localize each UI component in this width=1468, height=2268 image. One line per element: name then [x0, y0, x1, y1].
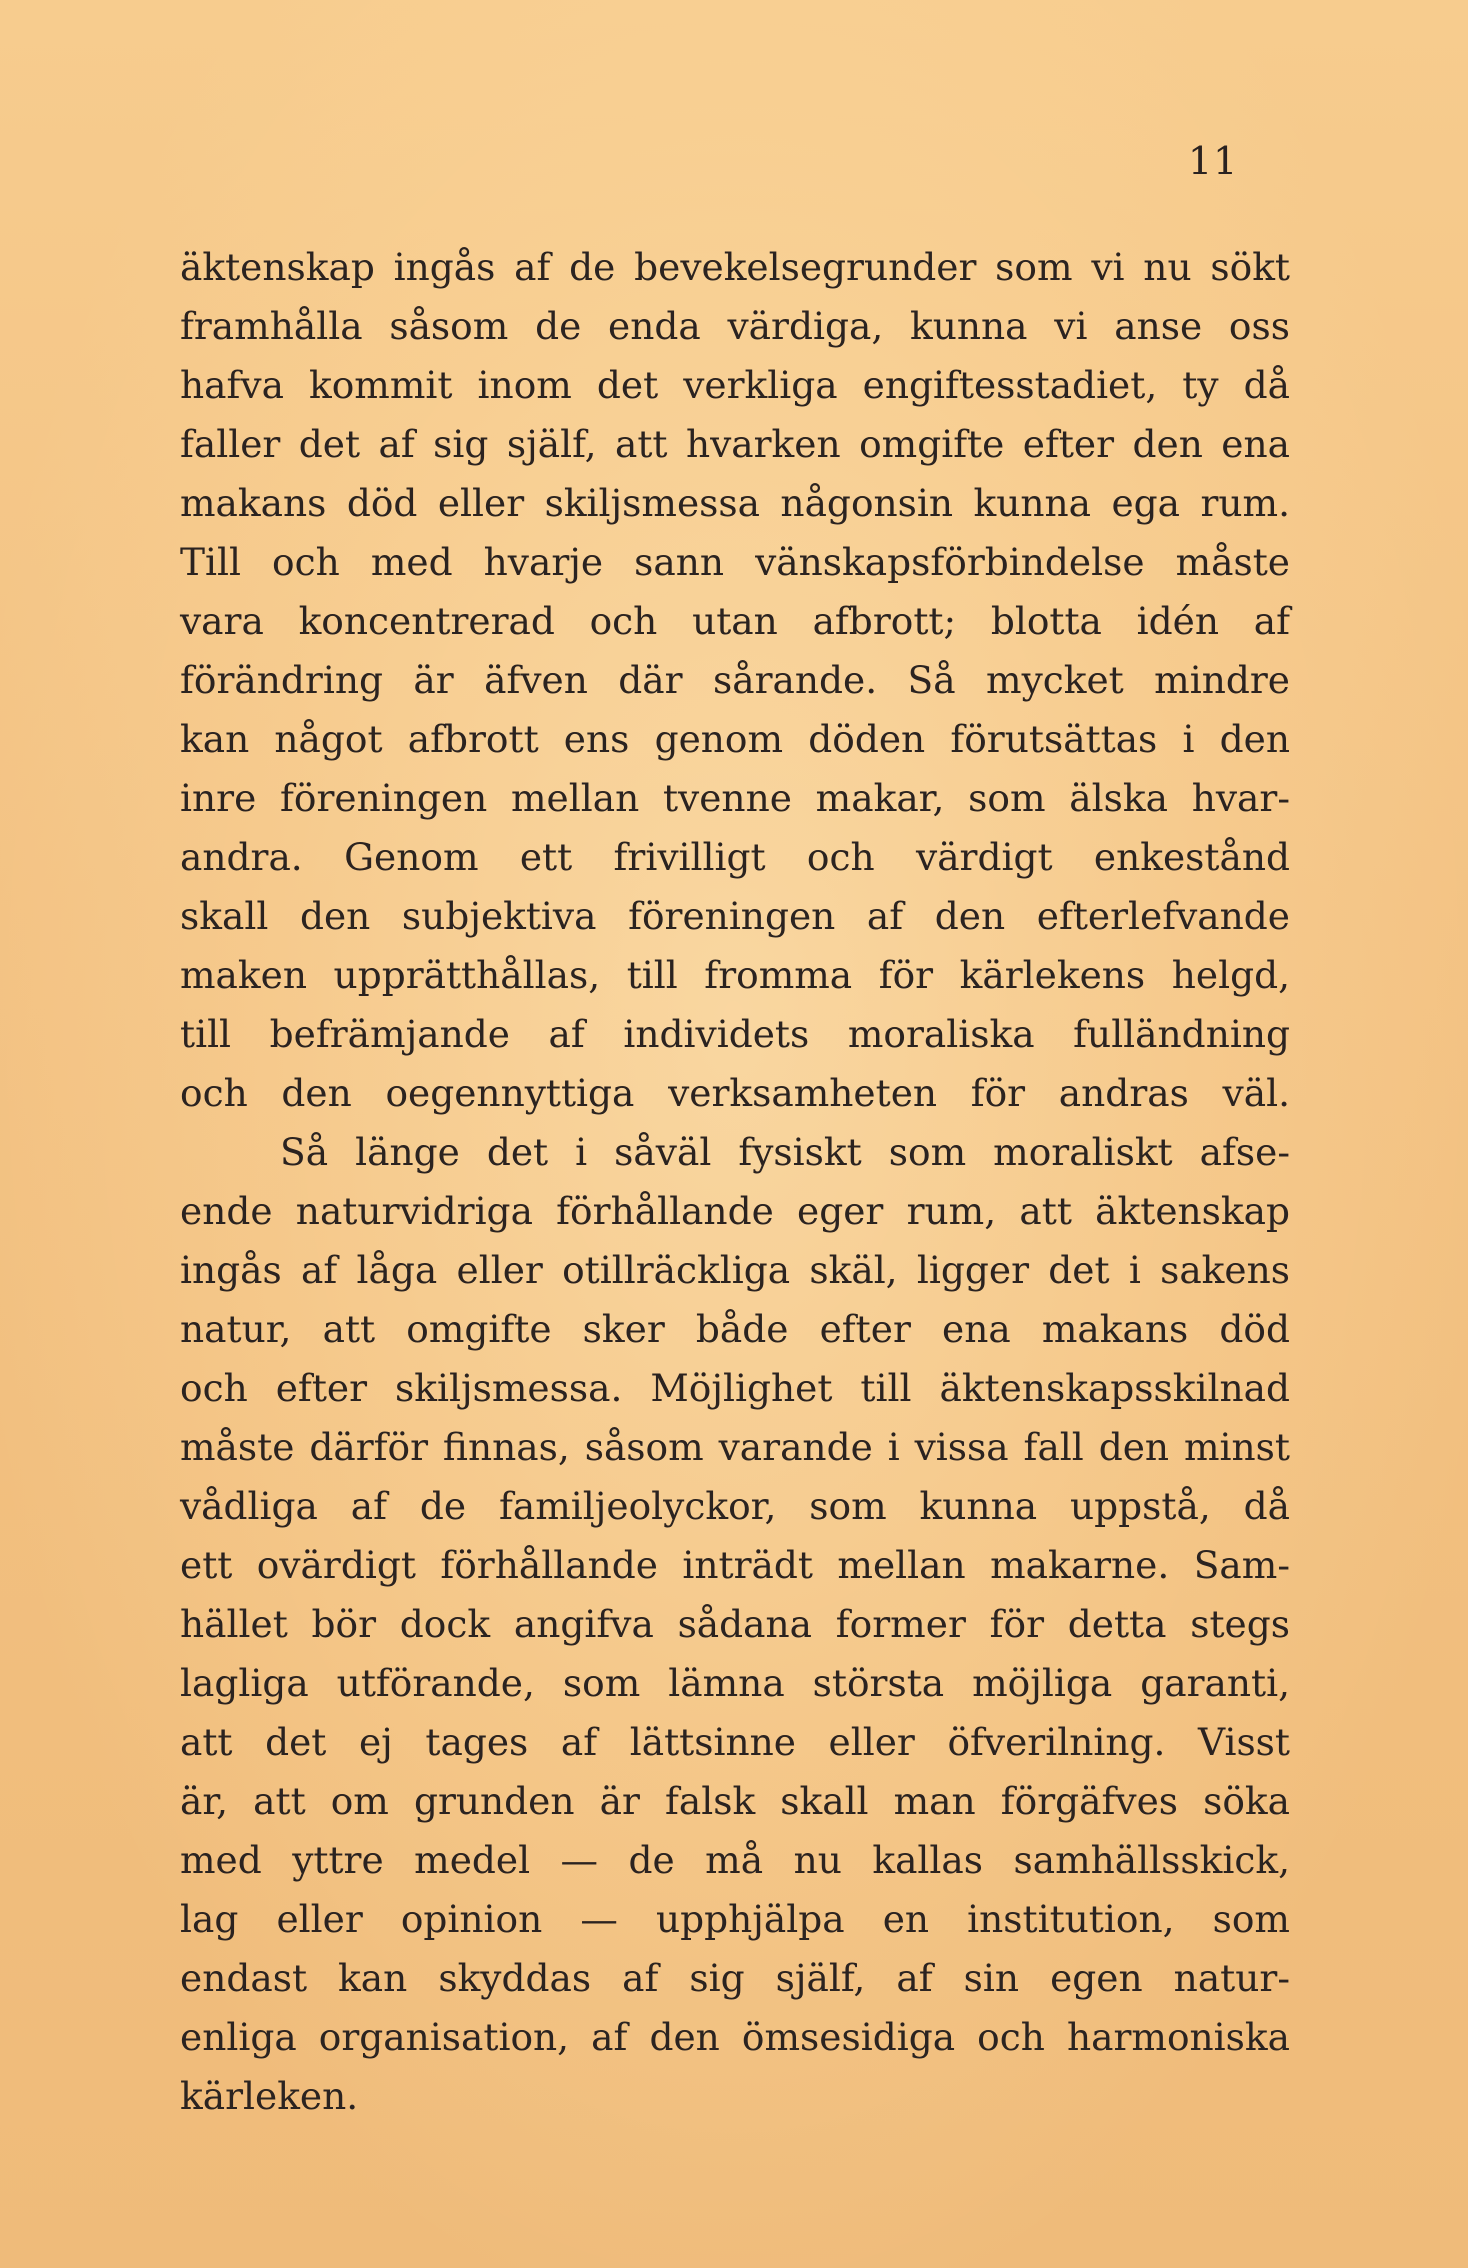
text-line: Till och med hvarje sann vänskapsförbindelse måste — [180, 540, 1290, 584]
text-line: måste därför finnas, såsom varande i vissa fall den minst — [180, 1425, 1290, 1469]
text-line: och den oegennyttiga verksamheten för andras väl. — [180, 1071, 1290, 1115]
text-line: andra. Genom ett frivilligt och värdigt enkestånd — [180, 835, 1290, 879]
text-line: att det ej tages af lättsinne eller öfverilning. Visst — [180, 1720, 1290, 1764]
text-line: skall den subjektiva föreningen af den efterlefvande — [180, 894, 1290, 938]
text-line: maken upprätthållas, till fromma för kärlekens helgd, — [180, 953, 1290, 997]
text-line: till befrämjande af individets moraliska fulländning — [180, 1012, 1290, 1056]
text-line: ett ovärdigt förhållande inträdt mellan makarne. Sam- — [180, 1543, 1290, 1587]
text-line: lag eller opinion — upphjälpa en institution, som — [180, 1897, 1290, 1941]
text-line: natur, att omgifte sker både efter ena makans död — [180, 1307, 1290, 1351]
text-line: är, att om grunden är falsk skall man förgäfves söka — [180, 1779, 1290, 1823]
text-line: hället bör dock angifva sådana former för detta stegs — [180, 1602, 1290, 1646]
text-line: kärleken. — [180, 2074, 359, 2118]
text-line: endast kan skyddas af sig själf, af sin egen natur- — [180, 1956, 1290, 2000]
text-line: lagliga utförande, som lämna största möjliga garanti, — [180, 1661, 1290, 1705]
body-text — [180, 238, 1290, 2126]
page-number: 11 — [1188, 139, 1239, 183]
text-line: vara koncentrerad och utan afbrott; blotta idén af — [180, 599, 1290, 643]
text-line: inre föreningen mellan tvenne makar, som älska hvar- — [180, 776, 1290, 820]
text-line: vådliga af de familjeolyckor, som kunna uppstå, då — [180, 1484, 1290, 1528]
text-line: Så länge det i såväl fysiskt som moraliskt afse- — [280, 1130, 1290, 1174]
text-line: ende naturvidriga förhållande eger rum, att äktenskap — [180, 1189, 1290, 1233]
text-line: faller det af sig själf, att hvarken omgifte efter den ena — [180, 422, 1290, 466]
text-line: makans död eller skiljsmessa någonsin kunna ega rum. — [180, 481, 1290, 525]
text-line: och efter skiljsmessa. Möjlighet till äktenskapsskilnad — [180, 1366, 1290, 1410]
text-line: ingås af låga eller otillräckliga skäl, ligger det i sakens — [180, 1248, 1290, 1292]
text-line: hafva kommit inom det verkliga engiftesstadiet, ty då — [180, 363, 1290, 407]
text-line: kan något afbrott ens genom döden förutsättas i den — [180, 717, 1290, 761]
text-line: enliga organisation, af den ömsesidiga och harmoniska — [180, 2015, 1290, 2059]
text-line: förändring är äfven där sårande. Så mycket mindre — [180, 658, 1290, 702]
text-line: framhålla såsom de enda värdiga, kunna vi anse oss — [180, 304, 1290, 348]
text-line: med yttre medel — de må nu kallas samhällsskick, — [180, 1838, 1290, 1882]
text-line: äktenskap ingås af de bevekelsegrunder som vi nu sökt — [180, 245, 1290, 289]
